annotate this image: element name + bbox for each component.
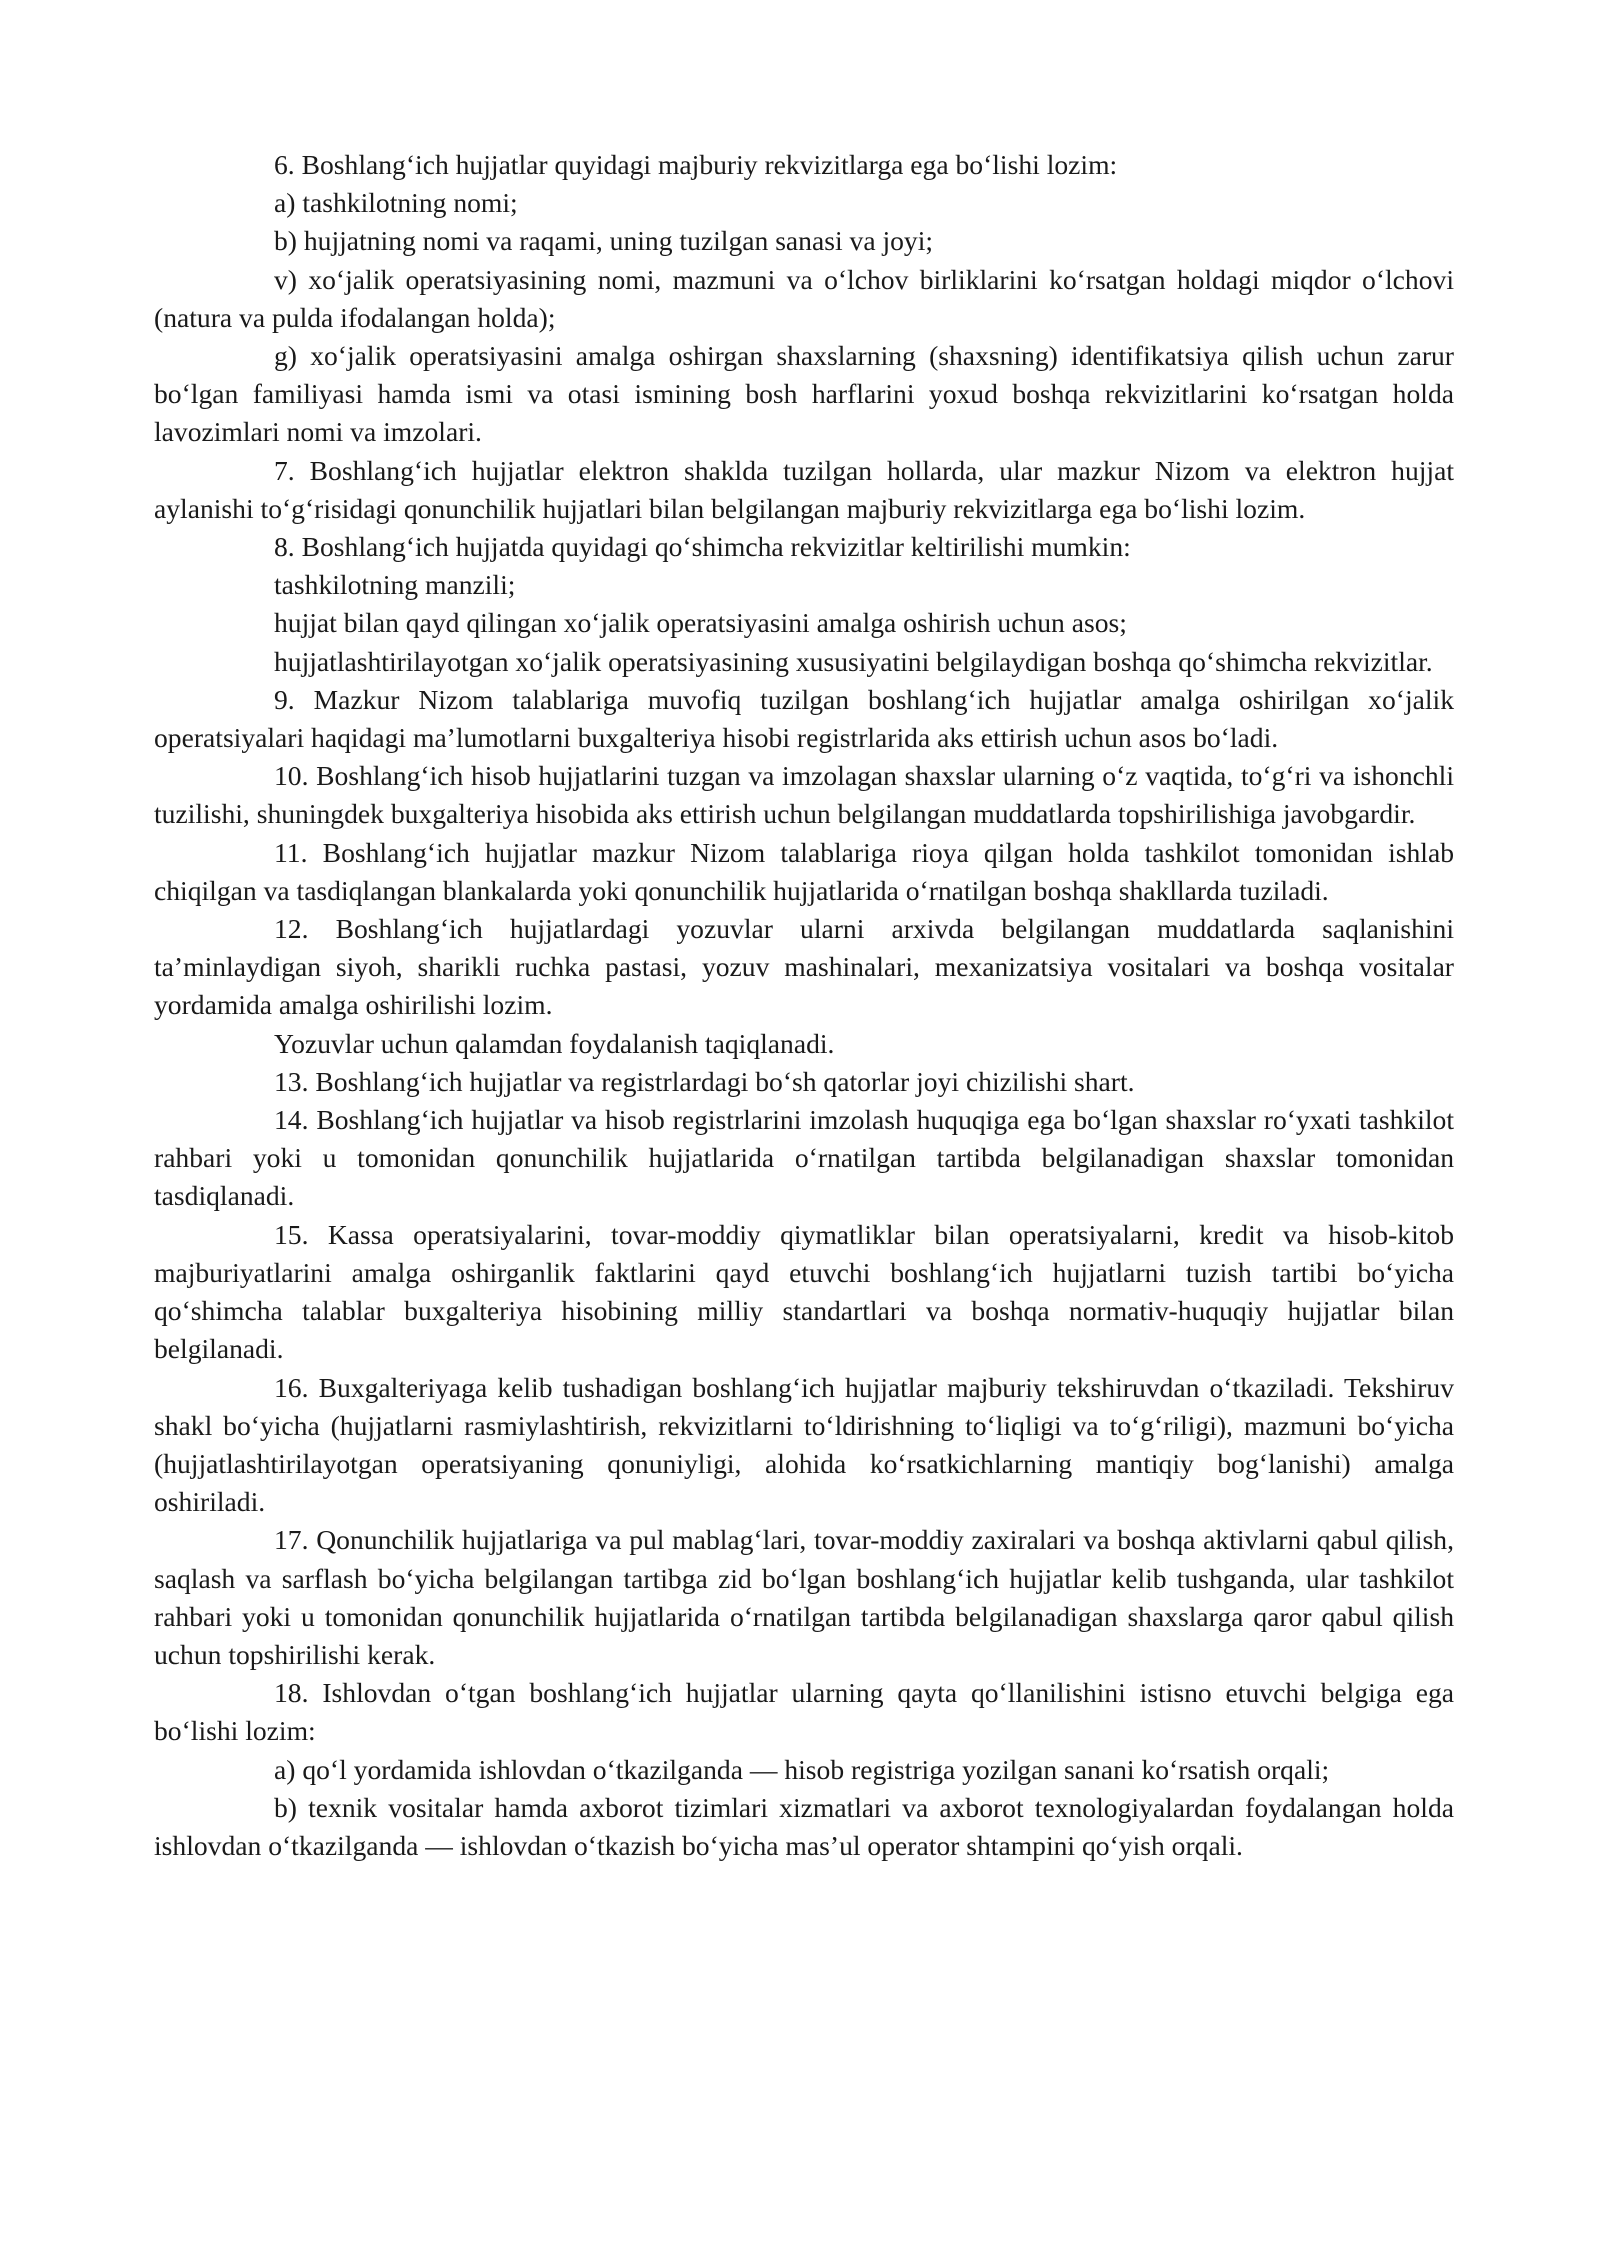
paragraph-6: 6. Boshlang‘ich hujjatlar quyidagi majburiy rekvizitlarga ega bo‘lishi lozim: [274, 149, 1118, 180]
paragraph-8: 8. Boshlang‘ich hujjatda quyidagi qo‘shimcha rekvizitlar keltirilishi mumkin: [274, 531, 1131, 563]
paragraph-8-item-3: hujjatlashtirilayotgan xo‘jalik operatsiyasining xususiyatini belgilaydigan boshqa qo‘shimcha rekvizitlar. [274, 645, 1433, 677]
paragraph-13: 13. Boshlang‘ich hujjatlar va registrlardagi bo‘sh qatorlar joyi chizilishi shart. [274, 1065, 1135, 1097]
paragraph-10: 10. Boshlang‘ich hisob hujjatlarini tuzgan va imzolagan shaxslar ularning o‘z vaqtida, to‘g‘ri va ishonchli tuzilishi, shuningdek buxgalteriya hisobida aks ettirish uchun belgilangan muddatlarda topshirilishiga javobgardir. [154, 760, 1454, 830]
document-page [154, 146, 1454, 1865]
paragraph-18-b: b) texnik vositalar hamda axborot tizimlari xizmatlari va axborot texnologiyalardan foydalangan holda ishlovdan o‘tkazilganda — ishlovdan o‘tkazish bo‘yicha mas’ul operator shtampini qo‘yish orqali. [154, 1791, 1454, 1861]
paragraph-7: 7. Boshlang‘ich hujjatlar elektron shaklda tuzilgan hollarda, ular mazkur Nizom va elektron hujjat aylanishi to‘g‘risidagi qonunchilik hujjatlari bilan belgilangan majburiy rekvizitlarga ega bo‘lishi lozim. [154, 454, 1454, 524]
paragraph-12-note: Yozuvlar uchun qalamdan foydalanish taqiqlanadi. [274, 1027, 835, 1059]
paragraph-9: 9. Mazkur Nizom talablariga muvofiq tuzilgan boshlang‘ich hujjatlar amalga oshirilgan xo‘jalik operatsiyalari haqidagi ma’lumotlarni buxgalteriya hisobi registrlarida aks ettirish uchun asos bo‘ladi. [154, 683, 1454, 754]
paragraph-8-item-2: hujjat bilan qayd qilingan xo‘jalik operatsiyasini amalga oshirish uchun asos; [274, 607, 1127, 639]
paragraph-15: 15. Kassa operatsiyalarini, tovar-moddiy qiymatliklar bilan operatsiyalarni, kredit va hisob-kitob majburiyatlarini amalga oshirganlik faktlarini qayd etuvchi boshlang‘ich hujjatlarni tuzish tartibi bo‘yicha qo‘shimcha talablar buxgalteriya hisobining milliy standartlari va boshqa normativ-huquqiy hujjatlar bilan belgilanadi. [154, 1218, 1454, 1365]
paragraph-6-a: a) tashkilotning nomi; [274, 187, 518, 219]
paragraph-18-a: a) qo‘l yordamida ishlovdan o‘tkazilganda — hisob registriga yozilgan sanani ko‘rsatish orqali; [274, 1753, 1330, 1785]
paragraph-18: 18. Ishlovdan o‘tgan boshlang‘ich hujjatlar ularning qayta qo‘llanilishini istisno etuvchi belgiga ega bo‘lishi lozim: [154, 1677, 1454, 1747]
paragraph-14: 14. Boshlang‘ich hujjatlar va hisob registrlarini imzolash huquqiga ega bo‘lgan shaxslar ro‘yxati tashkilot rahbari yoki u tomonidan qonunchilik hujjatlarida o‘rnatilgan tartibda belgilanadigan shaxslar tomonidan tasdiqlanadi. [154, 1104, 1454, 1212]
paragraph-11: 11. Boshlang‘ich hujjatlar mazkur Nizom talablariga rioya qilgan holda tashkilot tomonidan ishlab chiqilgan va tasdiqlangan blankalarda yoki qonunchilik hujjatlarida o‘rnatilgan boshqa shakllarda tuziladi. [154, 836, 1454, 906]
paragraph-16: 16. Buxgalteriyaga kelib tushadigan boshlang‘ich hujjatlar majburiy tekshiruvdan o‘tkaziladi. Tekshiruv shakl bo‘yicha (hujjatlarni rasmiylashtirish, rekvizitlarni to‘ldirishning to‘liqligi va to‘g‘riligi), mazmuni bo‘yicha (hujjatlashtirilayotgan operatsiyaning qonuniyligi, alohida ko‘rsatkichlarning mantiqiy bog‘lanishi) amalga oshiriladi. [154, 1371, 1454, 1518]
paragraph-8-item-1: tashkilotning manzili; [274, 569, 516, 601]
paragraph-6-g: g) xo‘jalik operatsiyasini amalga oshirgan shaxslarning (shaxsning) identifikatsiya qilish uchun zarur bo‘lgan familiyasi hamda ismi va otasi ismining bosh harflarini yoxud boshqa rekvizitlarini ko‘rsatgan holda lavozimlari nomi va imzolari. [154, 340, 1454, 448]
paragraph-6-v: v) xo‘jalik operatsiyasining nomi, mazmuni va o‘lchov birliklarini ko‘rsatgan holdagi miqdor o‘lchovi (natura va pulda ifodalangan holda); [154, 263, 1454, 333]
paragraph-12: 12. Boshlang‘ich hujjatlardagi yozuvlar ularni arxivda belgilangan muddatlarda saqlanishini ta’minlaydigan siyoh, sharikli ruchka pastasi, yozuv mashinalari, mexanizatsiya vositalari va boshqa vositalar yordamida amalga oshirilishi lozim. [154, 913, 1454, 1021]
paragraph-6-b: b) hujjatning nomi va raqami, uning tuzilgan sanasi va joyi; [274, 225, 934, 257]
paragraph-17: 17. Qonunchilik hujjatlariga va pul mablag‘lari, tovar-moddiy zaxiralari va boshqa aktivlarni qabul qilish, saqlash va sarflash bo‘yicha belgilangan tartibga zid bo‘lgan boshlang‘ich hujjatlar kelib tushganda, ular tashkilot rahbari yoki u tomonidan qonunchilik hujjatlarida o‘rnatilgan tartibda belgilanadigan shaxslarga qaror qabul qilish uchun topshirilishi kerak. [154, 1524, 1454, 1670]
